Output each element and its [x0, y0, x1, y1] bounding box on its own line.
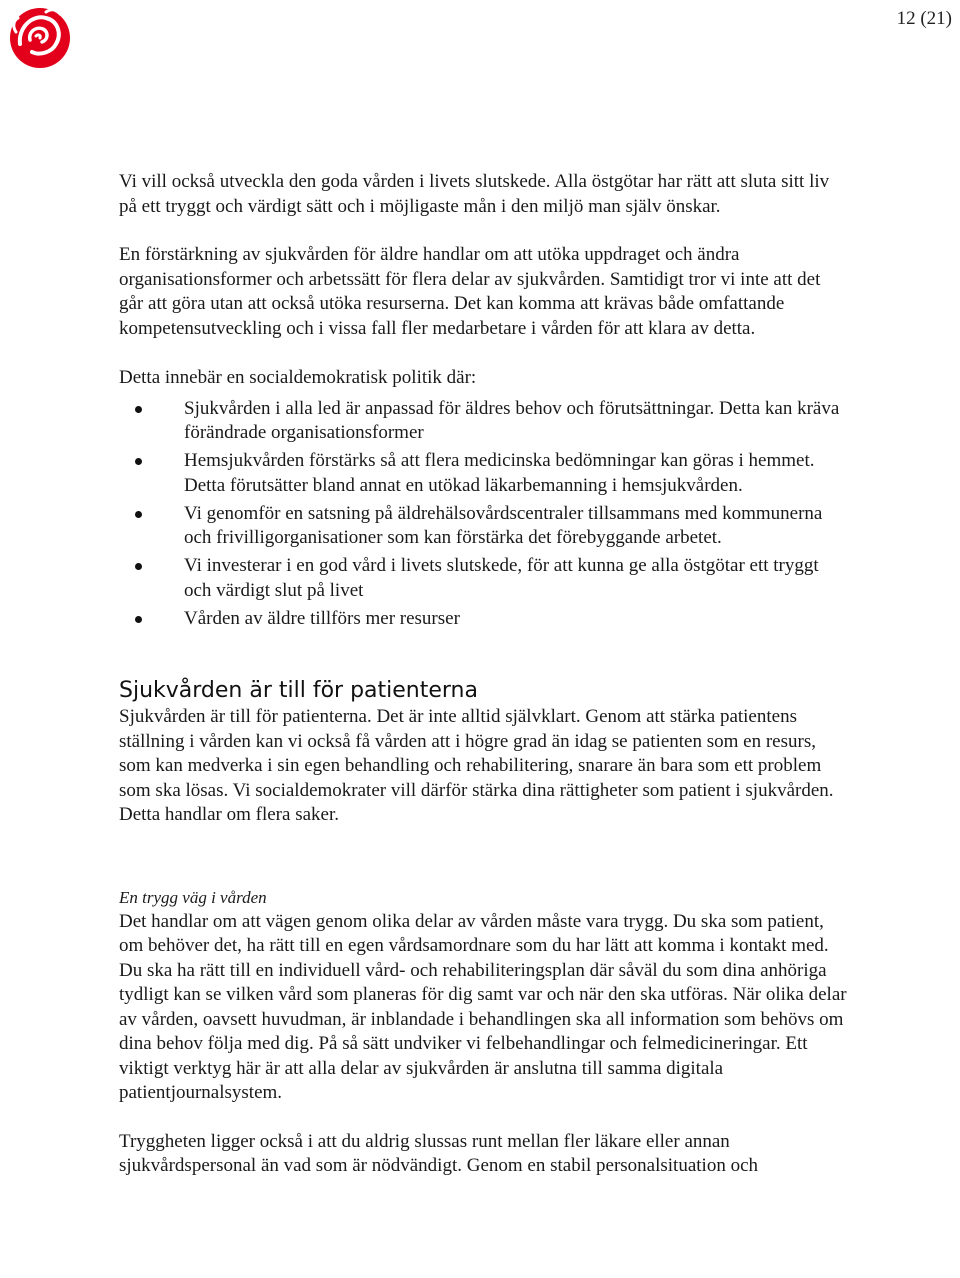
- list-item: [119, 554, 849, 603]
- subsection-heading: En trygg väg i vården: [119, 887, 267, 907]
- policy-list: [119, 397, 849, 632]
- list-item-text: Vi genomför en satsning på äldrehälsovårdscentraler tillsammans med kommunerna och frivilligorganisationer som kan förstärka det förebyggande arbetet.: [184, 502, 823, 548]
- subsection-paragraph-2: Tryggheten ligger också i att du aldrig slussas runt mellan fler läkare eller annan sjukvårdspersonal än vad som är nödvändigt. Genom en stabil personalsituation och: [119, 1130, 759, 1176]
- list-item-text: Vården av äldre tillförs mer resurser: [184, 607, 460, 629]
- intro-paragraph-1: Vi vill också utveckla den goda vården i livets slutskede. Alla östgötar har rätt att sluta sitt liv på ett tryggt och värdigt sätt och i möjligaste mån i den miljö man själv önskar.: [119, 171, 830, 217]
- list-item: [119, 397, 849, 446]
- list-item: [119, 449, 849, 498]
- section-heading: Sjukvården är till för patienterna: [119, 678, 478, 703]
- document-body: [119, 170, 849, 1179]
- bullet-icon: [135, 511, 142, 518]
- list-item: [119, 607, 849, 632]
- list-item-text: Sjukvården i alla led är anpassad för äldres behov och förutsättningar. Detta kan kräva förändrade organisationsformer: [184, 397, 840, 443]
- section-body: Sjukvården är till för patienterna. Det är inte alltid självklart. Genom att stärka patientens ställning i vården kan vi också få vården att i högre grad än idag se patienten som en resurs, som kan medverka i sin egen behandling och rehabilitering, snarare än bara som ett problem som ska lösas. Vi socialdemokrater vill därför stärka dina rättigheter som patient i sjukvården. Detta handlar om flera saker.: [119, 706, 834, 825]
- rose-logo-icon: [6, 4, 74, 72]
- subsection-paragraph-1: Det handlar om att vägen genom olika delar av vården måste vara trygg. Du ska som patient, om behöver det, ha rätt till en egen vårdsamordnare som du har lätt att komma i kontakt med. Du ska ha rätt till en individuell vård- och rehabiliteringsplan där såväl du som dina anhöriga tydligt kan se vilken vård som planeras för dig samt var och när den ska utföras. När olika delar av vården, oavsett huvudman, är inblandade i behandlingen ska all information som behövs om dina behov följa med dig. På så sätt undviker vi felbehandlingar och felmedicineringar. Ett viktigt verktyg här är att alla delar av sjukvården är anslutna till samma digitala patientjournalsystem.: [119, 910, 847, 1103]
- bullet-icon: [135, 563, 142, 570]
- bullet-icon: [135, 406, 142, 413]
- intro-paragraph-2: En förstärkning av sjukvården för äldre handlar om att utöka uppdraget och ändra organisationsformer och arbetssätt för flera delar av sjukvården. Samtidigt tror vi inte att det går att göra utan att också utöka resurserna. Det kan komma att krävas både omfattande kompetensutveckling och i vissa fall fler medarbetare i vården för att klara av detta.: [119, 244, 821, 339]
- policy-lead: Detta innebär en socialdemokratisk politik där:: [119, 367, 477, 388]
- list-item: [119, 502, 849, 551]
- bullet-icon: [135, 458, 142, 465]
- bullet-icon: [135, 616, 142, 623]
- page-number: 12 (21): [896, 8, 952, 29]
- list-item-text: Vi investerar i en god vård i livets slutskede, för att kunna ge alla östgötar ett tryggt och värdigt slut på livet: [184, 555, 819, 601]
- list-item-text: Hemsjukvården förstärks så att flera medicinska bedömningar kan göras i hemmet. Detta förutsätter bland annat en utökad läkarbemanning i hemsjukvården.: [184, 450, 815, 496]
